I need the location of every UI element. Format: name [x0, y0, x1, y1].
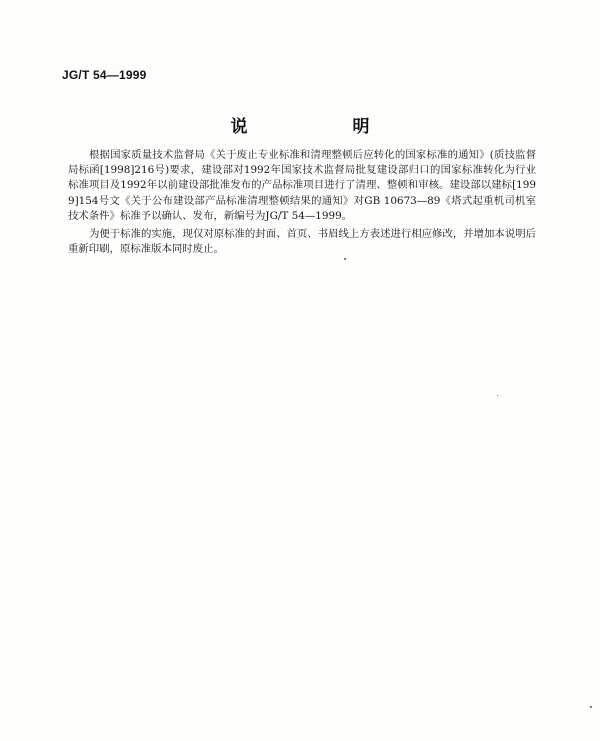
paragraph-standard-confirmation: 根据国家质量技术监督局《关于废止专业标准和清理整顿后应转化的国家标准的通知》(质技监督局标函[1998]216号)要求，建设部对1992年国家技术监督局批复建设部归口的国家标准转化为行业标准项目及1992年以前建设部批准发布的产品标准项目进行了清理、整顿和审核。建设部以建标[1999]154号文《关于公布建设部产品标准清理整顿结果的通知》对GB 10673—89《塔式起重机司机室技术条件》标准予以确认、发布，新编号为JG/T 54—1999。: [68, 149, 536, 222]
paragraph-reprint-note: 为便于标准的实施，现仅对原标准的封面、首页、书眉线上方表述进行相应修改，并增加本说明后重新印刷，原标准版本同时废止。: [68, 228, 536, 256]
scan-speck: [590, 706, 592, 708]
scan-speck: [497, 395, 498, 396]
scan-speck: [344, 258, 346, 260]
page-title: 说 明: [230, 117, 414, 137]
explanation-body: [68, 148, 536, 257]
standard-number-header: JG/T 54—1999: [62, 68, 147, 82]
